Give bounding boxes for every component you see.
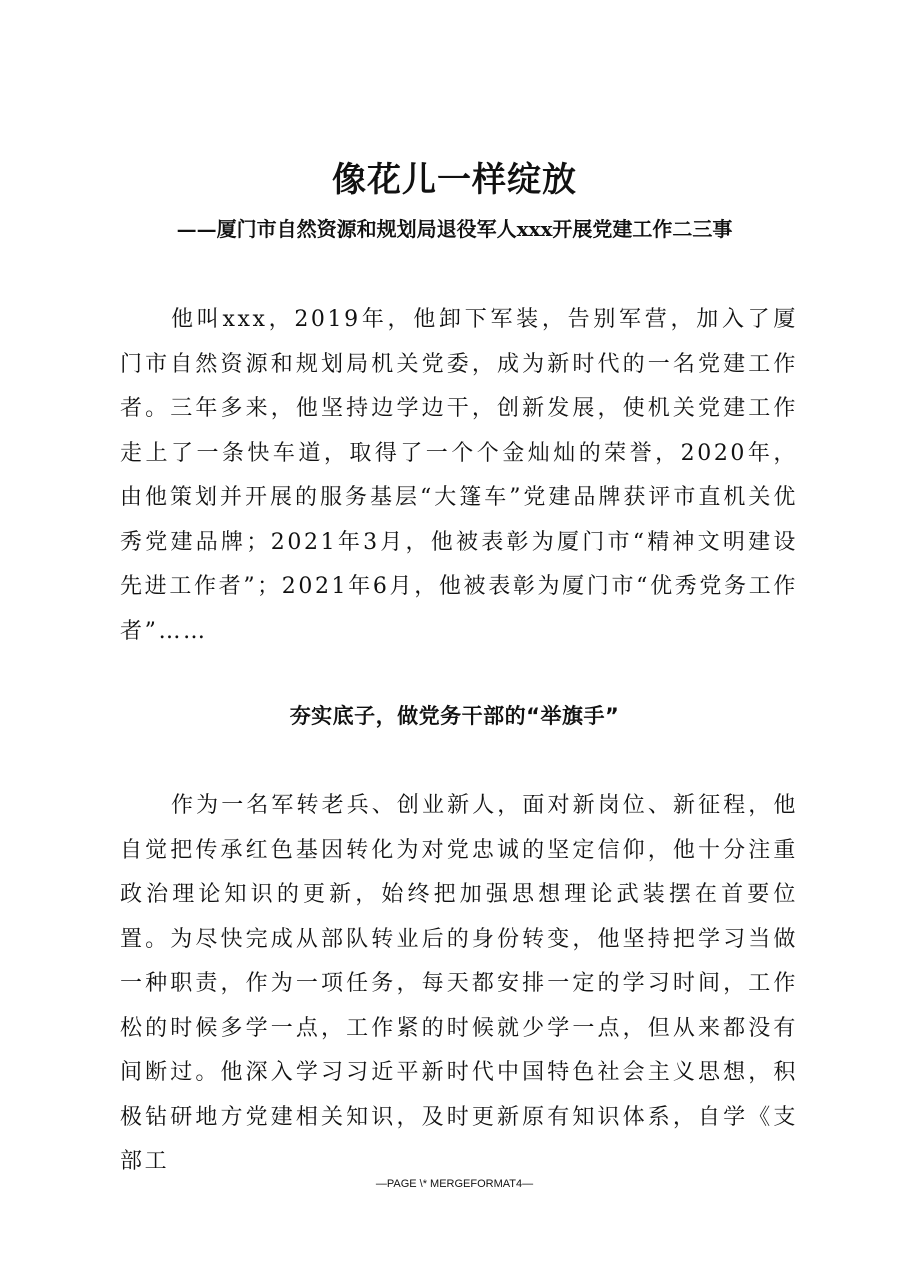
document-title: 像花儿一样绽放 (332, 160, 577, 200)
section-heading: 夯实底子，做党务干部的“举旗手” (289, 704, 620, 728)
body-paragraph-intro: 他叫xxx，2019年，他卸下军装，告别军营，加入了厦门市自然资源和规划局机关党委，成为新时代的一名党建工作者。三年多来，他坚持边学边干，创新发展，使机关党建工作走上了一条快车道，取得了一个个金灿灿的荣誉，2020年，由他策划并开展的服务基层“大篷车”党建品牌获评市直机关优秀党建品牌；2021年3月，他被表彰为厦门市“精神文明建设先进工作者”；2021年6月，他被表彰为厦门市“优秀党务工作者”…… (120, 307, 798, 644)
page-footer: —PAGE \* MERGEFORMAT4— (375, 1178, 534, 1190)
body-paragraph-section-1: 作为一名军转老兵、创业新人，面对新岗位、新征程，他自觉把传承红色基因转化为对党忠诚的坚定信仰，他十分注重政治理论知识的更新，始终把加强思想理论武装摆在首要位置。为尽快完成从部队转业后的身份转变，他坚持把学习当做一种职责，作为一项任务，每天都安排一定的学习时间，工作松的时候多学一点，工作紧的时候就少学一点，但从来都没有间断过。他深入学习习近平新时代中国特色社会主义思想，积极钻研地方党建相关知识，及时更新原有知识体系，自学《支部工 (120, 793, 798, 1174)
document-subtitle: ——厦门市自然资源和规划局退役军人xxx开展党建工作二三事 (176, 217, 733, 241)
